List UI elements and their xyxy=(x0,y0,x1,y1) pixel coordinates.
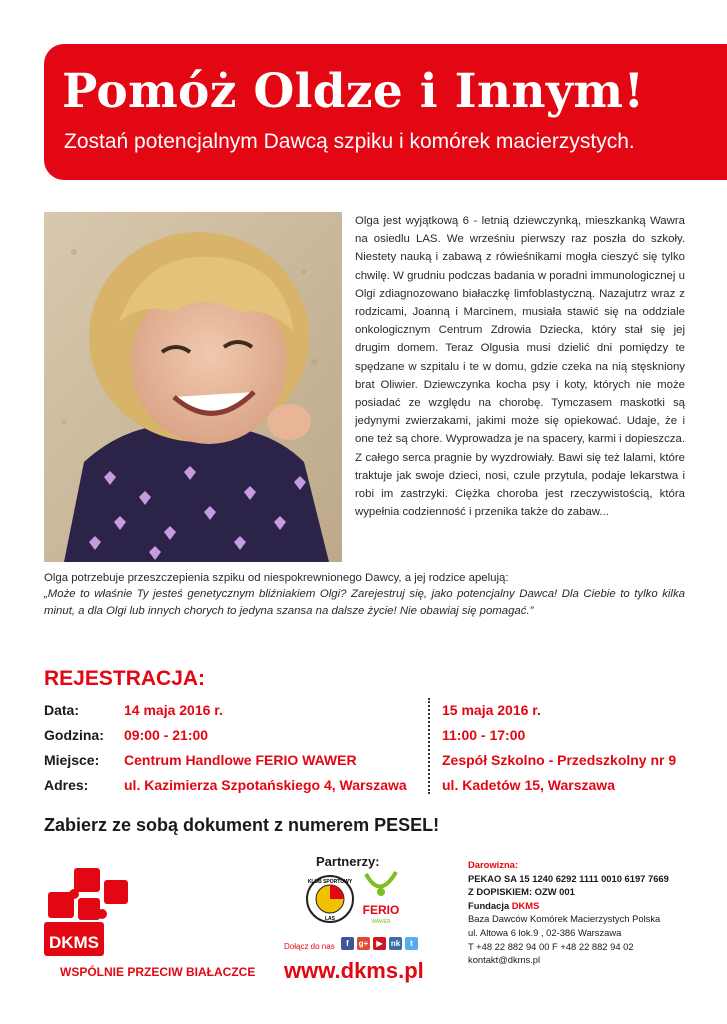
club-logo-sub: LAS xyxy=(325,916,335,922)
dkms-logo-text: DKMS xyxy=(48,933,100,952)
google-plus-icon[interactable]: g+ xyxy=(358,939,369,948)
event2-time: 11:00 - 17:00 xyxy=(442,727,526,743)
page-subtitle: Zostań potencjalnym Dawcą szpiku i komórek macierzystych. xyxy=(64,130,635,153)
ferio-sub: WAWER xyxy=(371,919,391,925)
event1-date: 14 maja 2016 r. xyxy=(124,702,223,718)
label-address: Adres: xyxy=(44,777,89,793)
dkms-logo xyxy=(44,868,134,960)
org-address: ul. Altowa 6 lok.9 , 02-386 Warszawa xyxy=(468,926,622,938)
org-phones: T +48 22 882 94 00 F +48 22 882 94 02 xyxy=(468,940,634,952)
join-us-label: Dołącz do nas xyxy=(284,942,335,951)
donation-title: Darowizna: xyxy=(468,859,519,870)
facebook-icon[interactable]: f xyxy=(341,937,354,950)
foundation-prefix: Fundacja xyxy=(468,899,510,911)
nk-icon[interactable]: nk xyxy=(390,939,401,948)
org-name: Baza Dawców Komórek Macierzystych Polska xyxy=(468,913,661,925)
event2-address: ul. Kadetów 15, Warszawa xyxy=(442,777,615,793)
youtube-icon[interactable]: ▶ xyxy=(373,937,386,950)
website-link[interactable]: www.dkms.pl xyxy=(284,958,424,983)
label-time: Godzina: xyxy=(44,727,104,743)
event1-place: Centrum Handlowe FERIO WAWER xyxy=(124,752,357,768)
transfer-note: Z DOPISKIEM: OZW 001 xyxy=(468,886,575,898)
partners-title: Partnerzy: xyxy=(316,854,380,869)
foundation-name: DKMS xyxy=(511,899,540,911)
slogan: WSPÓLNIE PRZECIW BIAŁACZCE xyxy=(60,965,256,979)
story-text: Olga jest wyjątkową 6 - letnią dziewczynką, mieszkanką Wawra na osiedlu LAS. We wrześniu pierwszy raz poszła do szkoły. Niestety nauką i zabawą z rówieśnikami mogła cieszyć się tylko chwilę. W grudniu podczas badania w poradni immunologicznej u Olgi zdiagnozowano białaczkę limfoblastyczną. Nazajutrz wraz z rodzicami, Joanną i Marcinem, musiała stawić się na oddziale onkologicznym Centrum Zdrowia Dziecka, który stał się jej drugim domem. Teraz Olgusia musi dzielić dni pomiędzy te spędzane w szpitalu i te w domu, gdzie czeka na nią stęskniony brat Oliwier. Dziewczynka kocha psy i koty, których nie może posiadać ze względu na chorobę. Tymczasem maskotki są jedynymi zwierzakami, jakimi może się opiekować. Udaje, że i one też są chore. Wyprowadza je na spacery, karmi i dopieszcza. Z całego serca pragnie by wyzdrowiały. Bawi się też lalami, które traktuje jak swoje dzieci, nosi, czule przytula, podaje lekarstwa i robi im zastrzyki. Ciężka choroba jest rzeczywistością, która wypełnia codzienność i przenika także do zabaw... xyxy=(355,215,685,519)
ferio-text: FERIO xyxy=(362,903,400,917)
label-place: Miejsce: xyxy=(44,752,100,768)
org-email[interactable]: kontakt@dkms.pl xyxy=(468,954,541,966)
girl-photo xyxy=(44,212,342,562)
appeal-intro: Olga potrzebuje przeszczepienia szpiku od niespokrewnionego Dawcy, a jej rodzice apelują: xyxy=(44,572,509,584)
label-date: Data: xyxy=(44,702,80,718)
club-logo-text: KLUB SPORTOWY xyxy=(307,879,353,885)
club-las-logo xyxy=(305,874,355,924)
bank-account: PEKAO SA 15 1240 6292 1111 0010 6197 7669 xyxy=(468,872,669,884)
twitter-icon[interactable]: t xyxy=(405,937,418,950)
event2-date: 15 maja 2016 r. xyxy=(442,702,541,718)
event1-time: 09:00 - 21:00 xyxy=(124,727,209,743)
pesel-note: Zabierz ze sobą dokument z numerem PESEL! xyxy=(44,815,440,835)
ferio-wawer-logo xyxy=(360,870,402,926)
event-divider xyxy=(428,698,430,794)
parents-appeal: „Może to właśnie Ty jesteś genetycznym bliźniakiem Olgi? Zarejestruj się, jako potencjalny Dawca! Dla Ciebie to tylko kilka minut, a dla Olgi lub innych chorych to jedyna szansa na dalsze życie! Nie obawiaj się pomagać.” xyxy=(44,588,685,617)
registration-title: REJESTRACJA: xyxy=(44,667,206,690)
page-title: Pomóż Oldze i Innym! xyxy=(62,64,645,119)
event2-place: Zespół Szkolno - Przedszkolny nr 9 xyxy=(442,752,677,768)
donation-info xyxy=(468,858,698,967)
event1-address: ul. Kazimierza Szpotańskiego 4, Warszawa xyxy=(124,777,407,793)
